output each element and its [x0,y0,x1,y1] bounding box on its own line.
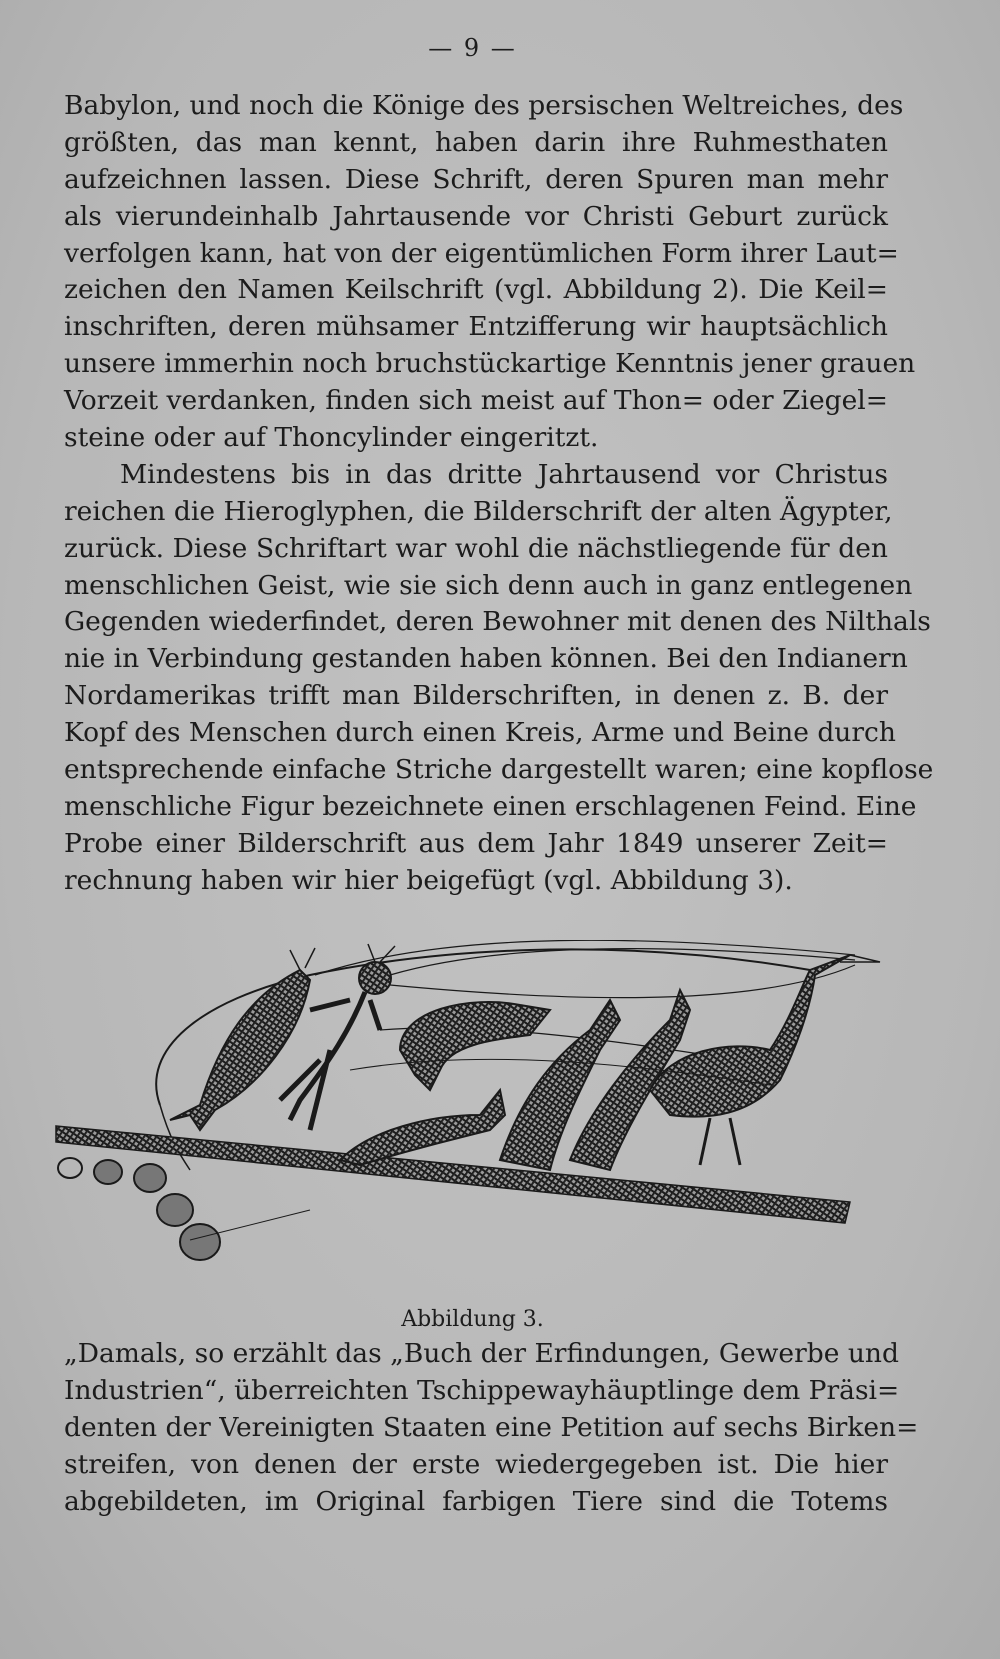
text-line: steine oder auf Thoncylinder eingeritzt. [64,422,599,454]
text-line: unsere immerhin noch bruchstückartige Kenntnis jener grauen [64,348,916,380]
text-line: inschriften, deren mühsamer Entzifferung wir hauptsächlich [64,311,888,343]
text-line: reichen die Hieroglyphen, die Bilderschrift der alten Ägypter, [64,495,893,527]
text-line: Nordamerikas trifft man Bilderschriften, in denen z. B. der [64,680,888,712]
pictograph-illustration [50,940,910,1295]
text-line: menschliche Figur bezeichnete einen erschlagenen Feind. Eine [64,790,917,822]
figure-caption: Abbildung 3. [401,1307,544,1332]
text-line: größten, das man kennt, haben darin ihre Ruhmesthaten [64,126,888,158]
text-line: verfolgen kann, hat von der eigentümlichen Form ihrer Laut= [64,237,899,269]
text-line: nie in Verbindung gestanden haben können. Bei den Indianern [64,643,908,675]
text-line: Probe einer Bilderschrift aus dem Jahr 1849 unserer Zeit= [64,827,888,859]
body-text-top [64,88,934,900]
text-line: Vorzeit verdanken, finden sich meist auf Thon= oder Ziegel= [64,385,888,417]
text-line: Industrien“, überreichten Tschippewayhäuptlinge dem Präsi= [64,1374,900,1406]
text-line: „Damals, so erzählt das „Buch der Erfindungen, Gewerbe und [64,1338,899,1369]
text-line: aufzeichnen lassen. Diese Schrift, deren Spuren man mehr [64,163,888,195]
text-line: Gegenden wiederfindet, deren Bewohner mit denen des Nilthals [64,606,931,638]
text-line: zurück. Diese Schriftart war wohl die nächstliegende für den [64,532,888,564]
text-line: Babylon, und noch die Könige des persischen Weltreiches, des [64,90,904,121]
text-line: streifen, von denen der erste wiedergegeben ist. Die hier [64,1448,888,1480]
text-line: rechnung haben wir hier beigefügt (vgl. Abbildung 3). [64,864,793,896]
text-line: als vierundeinhalb Jahrtausende vor Christi Geburt zurück [64,200,888,232]
text-line: entsprechende einfache Striche dargestellt waren; eine kopflose [64,754,934,786]
text-line: Mindestens bis in das dritte Jahrtausend vor Christus [120,458,888,490]
text-line: zeichen den Namen Keilschrift (vgl. Abbildung 2). Die Keil= [64,274,888,306]
text-line: menschlichen Geist, wie sie sich denn auch in ganz entlegenen [64,569,913,601]
text-line: Kopf des Menschen durch einen Kreis, Arme und Beine durch [64,717,896,749]
body-text-bottom [64,1336,919,1520]
page-number: — 9 — [428,34,517,62]
text-line: abgebildeten, im Original farbigen Tiere sind die Totems [64,1485,888,1517]
text-line: denten der Vereinigten Staaten eine Petition auf sechs Birken= [64,1411,919,1443]
